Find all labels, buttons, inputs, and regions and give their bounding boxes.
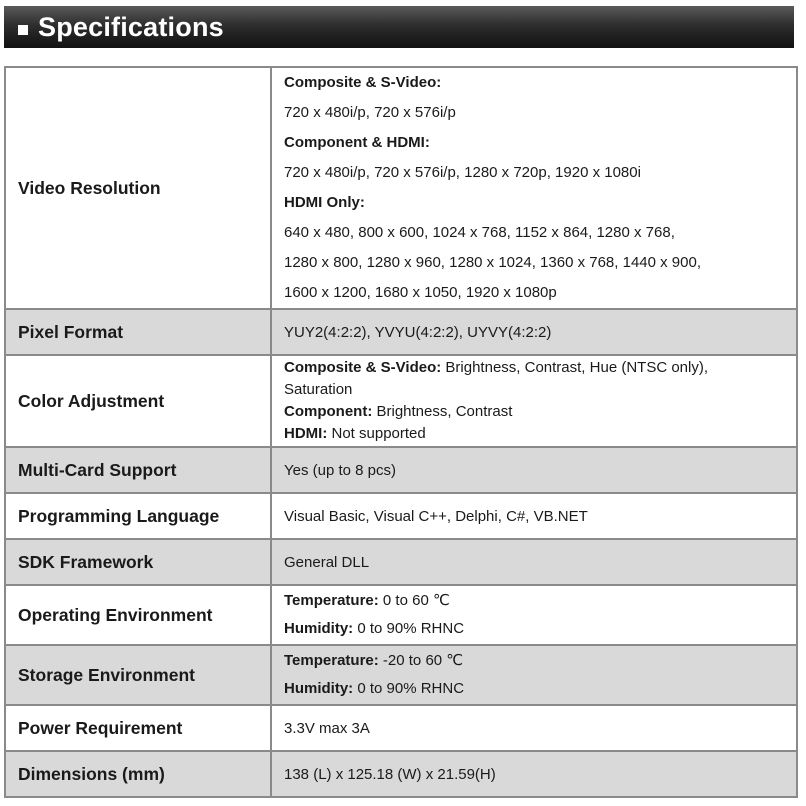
row-value: General DLL xyxy=(271,539,797,585)
row-label: Storage Environment xyxy=(5,645,271,705)
composite-value-cont: Saturation xyxy=(284,381,353,398)
row-label: Pixel Format xyxy=(5,309,271,355)
row-label: Color Adjustment xyxy=(5,355,271,447)
table-row-programming-language xyxy=(5,493,797,539)
storage-temperature xyxy=(284,647,788,675)
composite-key: Composite & S-Video: xyxy=(284,359,442,376)
table-row-operating-environment xyxy=(5,585,797,645)
operating-temperature xyxy=(284,587,788,615)
table-row-color-adjustment xyxy=(5,355,797,447)
row-label: Programming Language xyxy=(5,493,271,539)
hdmi-key: HDMI: xyxy=(284,425,328,442)
table-row-dimensions xyxy=(5,751,797,797)
row-value: Yes (up to 8 pcs) xyxy=(271,447,797,493)
composite-value: Brightness, Contrast, Hue (NTSC only), xyxy=(441,359,709,376)
table-row-storage-environment xyxy=(5,645,797,705)
table-row-sdk-framework xyxy=(5,539,797,585)
composite-heading: Composite & S-Video: xyxy=(284,74,442,91)
hdmi-values-line: 640 x 480, 800 x 600, 1024 x 768, 1152 x 864, 1280 x 768, xyxy=(284,224,675,241)
operating-humidity xyxy=(284,615,788,643)
row-label: Dimensions (mm) xyxy=(5,751,271,797)
composite-adjustment xyxy=(284,357,788,379)
component-values: 720 x 480i/p, 720 x 576i/p, 1280 x 720p, 1920 x 1080i xyxy=(284,164,641,181)
temperature-key: Temperature: xyxy=(284,592,379,609)
row-value: 138 (L) x 125.18 (W) x 21.59(H) xyxy=(271,751,797,797)
storage-humidity xyxy=(284,675,788,703)
temperature-value: -20 to 60 ℃ xyxy=(378,652,464,669)
table-row-power-requirement xyxy=(5,705,797,751)
row-label: Power Requirement xyxy=(5,705,271,751)
row-value: YUY2(4:2:2), YVYU(4:2:2), UYVY(4:2:2) xyxy=(271,309,797,355)
hdmi-adjustment xyxy=(284,423,788,445)
component-heading: Component & HDMI: xyxy=(284,134,430,151)
table-row-pixel-format xyxy=(5,309,797,355)
row-label: Video Resolution xyxy=(5,67,271,309)
row-value xyxy=(271,645,797,705)
hdmi-value: Not supported xyxy=(327,425,426,442)
square-bullet-icon xyxy=(18,25,28,35)
component-adjustment xyxy=(284,401,788,423)
humidity-value: 0 to 90% RHNC xyxy=(353,620,465,637)
humidity-value: 0 to 90% RHNC xyxy=(353,680,465,697)
section-header xyxy=(4,6,794,48)
humidity-key: Humidity: xyxy=(284,620,354,637)
component-key: Component: xyxy=(284,403,373,420)
hdmi-values-line: 1600 x 1200, 1680 x 1050, 1920 x 1080p xyxy=(284,284,557,301)
row-label: Operating Environment xyxy=(5,585,271,645)
component-value: Brightness, Contrast xyxy=(372,403,513,420)
row-value: 3.3V max 3A xyxy=(271,705,797,751)
table-row-multi-card xyxy=(5,447,797,493)
row-value xyxy=(271,355,797,447)
row-value xyxy=(271,67,797,309)
row-value xyxy=(271,585,797,645)
table-row-video-resolution xyxy=(5,67,797,309)
hdmi-heading: HDMI Only: xyxy=(284,194,365,211)
humidity-key: Humidity: xyxy=(284,680,354,697)
row-value: Visual Basic, Visual C++, Delphi, C#, VB.NET xyxy=(271,493,797,539)
row-label: SDK Framework xyxy=(5,539,271,585)
section-title: Specifications xyxy=(38,11,224,42)
hdmi-values-line: 1280 x 800, 1280 x 960, 1280 x 1024, 1360 x 768, 1440 x 900, xyxy=(284,254,702,271)
temperature-key: Temperature: xyxy=(284,652,379,669)
specifications-table xyxy=(4,66,798,798)
composite-values: 720 x 480i/p, 720 x 576i/p xyxy=(284,104,456,121)
temperature-value: 0 to 60 ℃ xyxy=(378,592,450,609)
row-label: Multi-Card Support xyxy=(5,447,271,493)
